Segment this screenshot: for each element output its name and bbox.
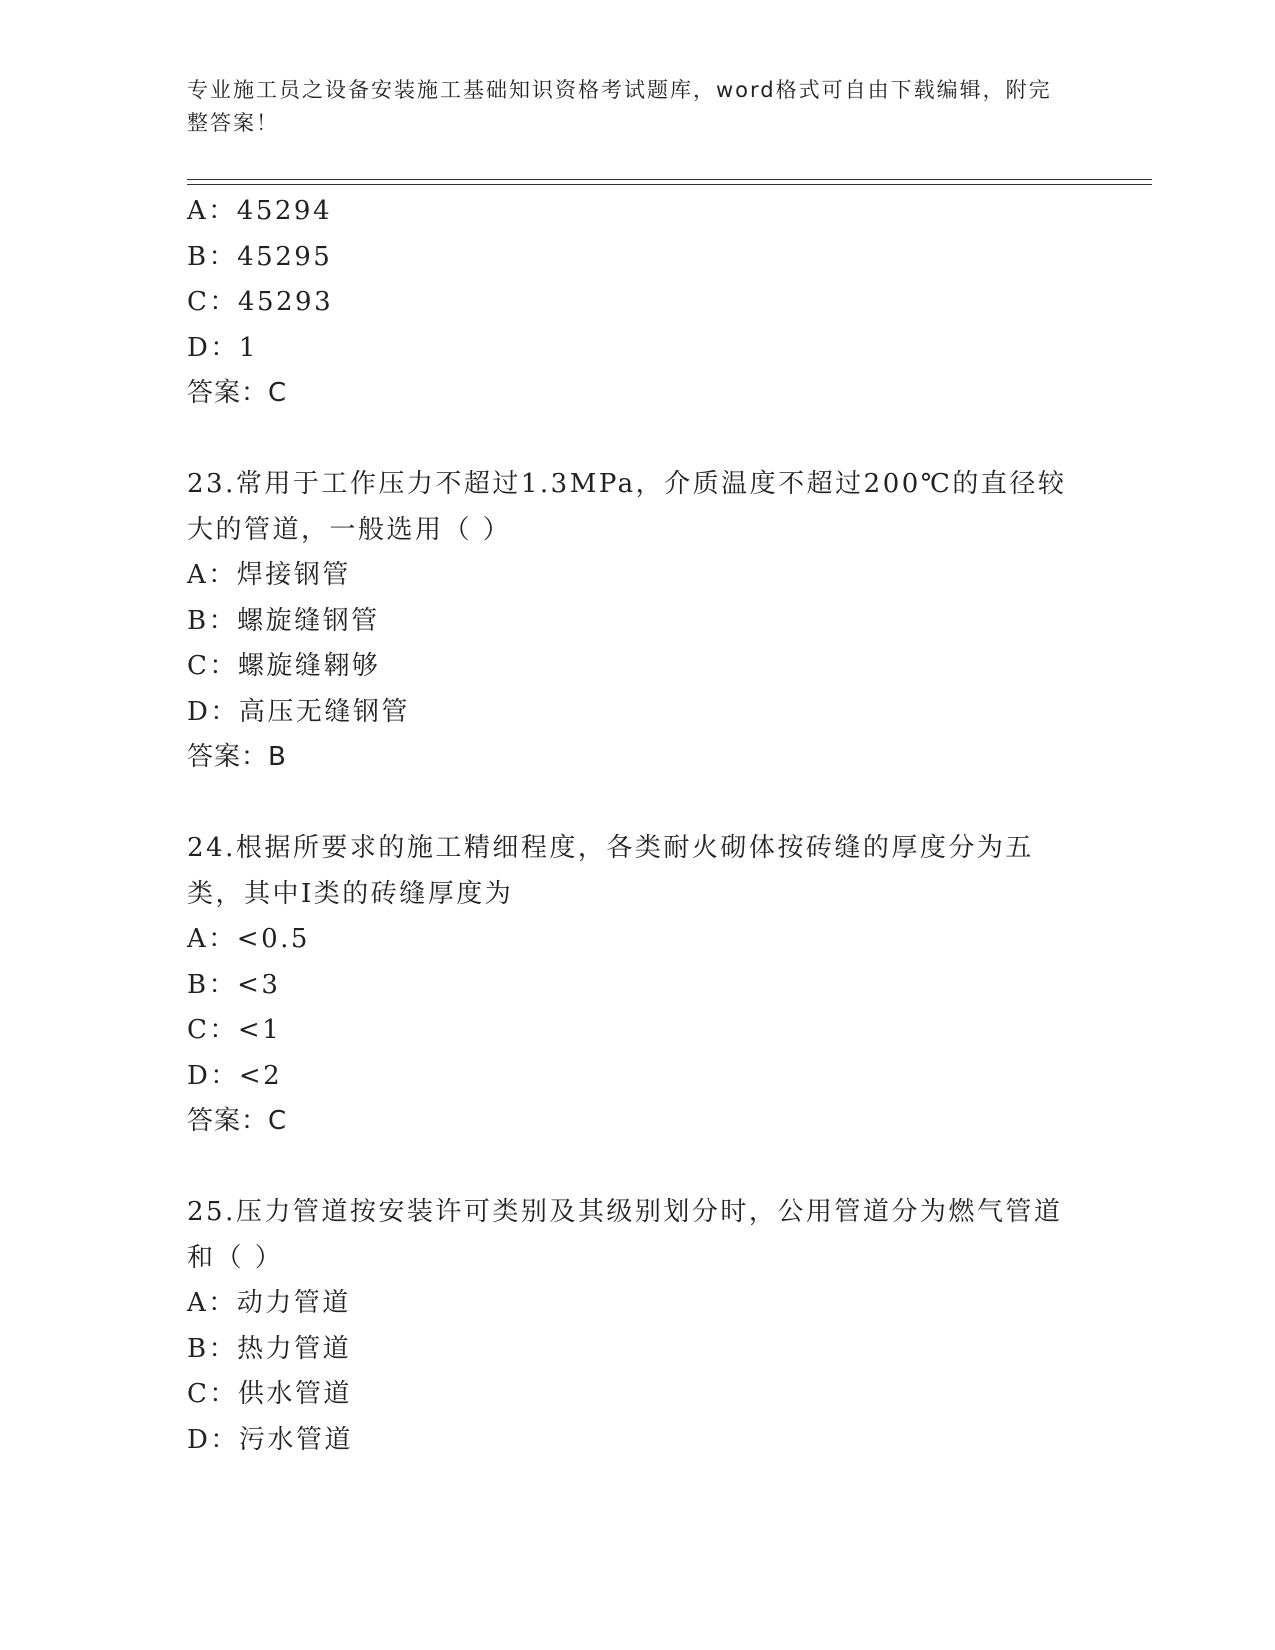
option-c [187,644,1087,690]
answer-line: 答案：C [187,378,288,408]
option-a [187,189,1087,235]
option-letter: C： [187,1379,238,1409]
option-text: 45294 [236,196,332,226]
option-letter: C： [187,287,238,317]
option-letter: A： [187,924,237,954]
option-d [187,690,1087,736]
option-letter: D： [187,332,239,363]
question-stem: 25.压力管道按安装许可类别及其级别划分时，公用管道分为燃气管道和（ ） [187,1197,1063,1273]
option-text: 45293 [237,287,334,317]
question-block-24 [187,826,1087,1145]
option-letter: D： [187,1424,239,1455]
option-text: 焊接钢管 [236,560,351,590]
option-letter: B： [187,1333,238,1364]
question-stem: 24.根据所要求的施工精细程度，各类耐火砌体按砖缝的厚度分为五类，其中I类的砖缝厚度为 [187,833,1034,909]
question-block-23 [187,462,1087,781]
option-text: <2 [238,1060,283,1091]
option-a [187,553,1087,599]
option-a [187,917,1087,963]
spacer [187,417,1087,463]
header-divider-top [187,179,1152,180]
option-letter: B： [187,605,238,636]
option-text: 45295 [237,241,333,272]
option-c [187,280,1087,326]
option-b [187,235,1087,281]
option-letter: A： [187,196,237,226]
option-b [187,1327,1087,1373]
page-header: 专业施工员之设备安装施工基础知识资格考试题库，word格式可自由下载编辑，附完整答案！ [187,78,1052,135]
question-stem: 23.常用于工作压力不超过1.3MPa，介质温度不超过200℃的直径较大的管道，一般选用（ ） [187,469,1067,545]
option-d [187,326,1087,372]
option-text: 污水管道 [238,1424,353,1455]
option-b [187,599,1087,645]
spacer [187,1145,1087,1191]
option-letter: A： [187,1288,237,1318]
option-text: <1 [237,1015,282,1045]
header-divider-bottom [187,184,1152,185]
question-block-22 [187,189,1087,417]
option-letter: C： [187,651,238,681]
option-letter: A： [187,560,237,590]
option-text: 高压无缝钢管 [238,696,410,727]
option-d [187,1054,1087,1100]
spacer [187,781,1087,827]
option-letter: C： [187,1015,238,1045]
option-b [187,963,1087,1009]
option-text: <0.5 [236,924,310,954]
option-d [187,1418,1087,1464]
option-text: <3 [237,969,281,1000]
option-text: 动力管道 [236,1288,351,1318]
option-text: 热力管道 [237,1333,352,1364]
question-block-25 [187,1190,1087,1463]
option-letter: B： [187,969,238,1000]
option-text: 1 [238,332,258,363]
option-letter: D： [187,1060,239,1091]
answer-line: 答案：B [187,742,287,772]
option-text: 螺旋缝钢管 [237,605,380,636]
option-a [187,1281,1087,1327]
option-c [187,1008,1087,1054]
option-letter: D： [187,696,239,727]
option-text: 供水管道 [237,1379,352,1409]
option-letter: B： [187,241,238,272]
question-list [187,189,1087,1463]
answer-line: 答案：C [187,1106,288,1136]
option-c [187,1372,1087,1418]
option-text: 螺旋缝翱够 [237,651,381,681]
